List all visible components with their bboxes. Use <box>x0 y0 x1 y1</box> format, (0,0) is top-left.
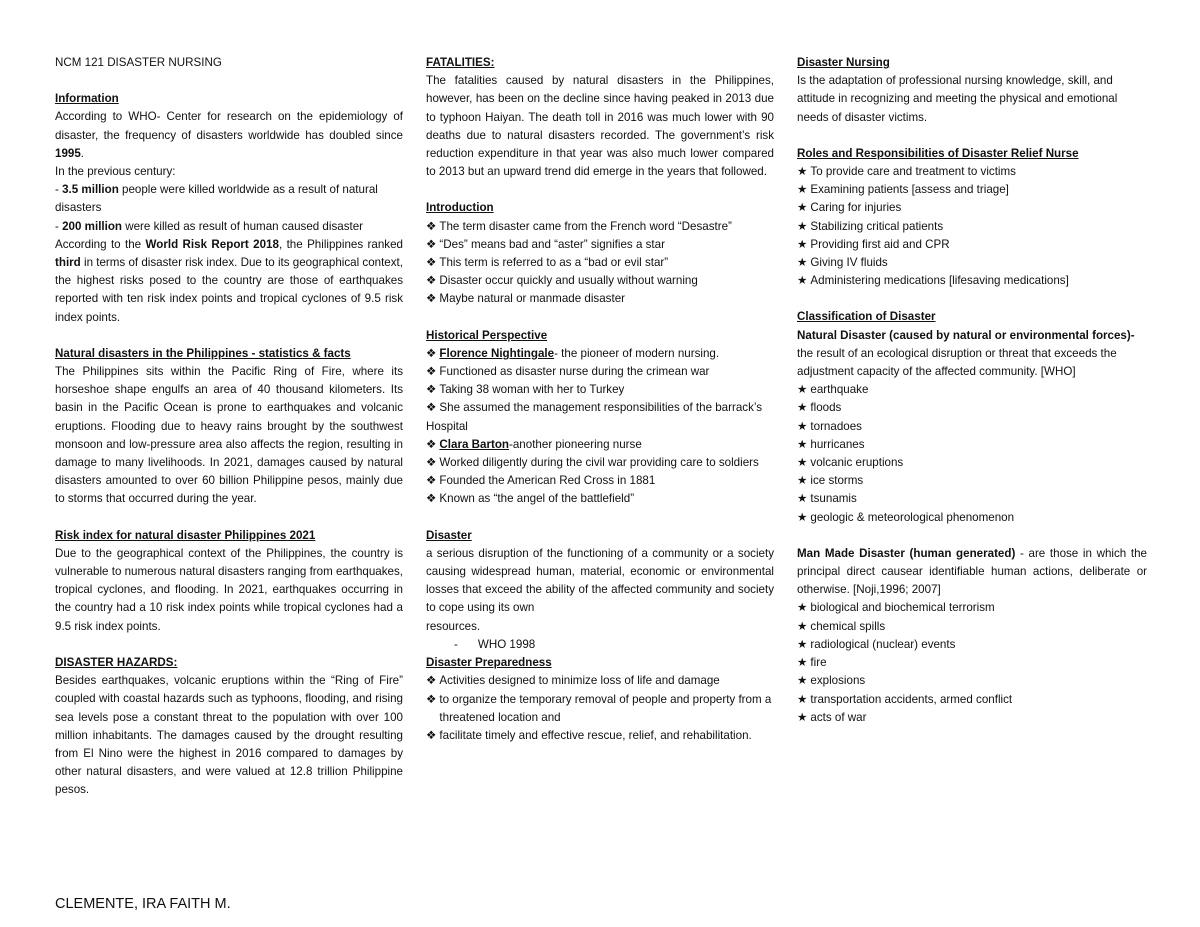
list-item: ★ floods <box>797 399 1147 417</box>
clara-barton-name: Clara Barton <box>439 437 509 451</box>
disaster-header: Disaster <box>426 528 472 542</box>
list-item: ★ fire <box>797 654 1147 672</box>
man-made-disaster-definition: Man Made Disaster (human generated) - are those in which the principal direct causear identifiable human actions, deliberate or otherwise. [Noji,1996; 2007] <box>797 546 1147 597</box>
diamond-bullet-icon: ❖ <box>426 692 437 706</box>
list-item: ★ explosions <box>797 672 1147 690</box>
list-item: ★ To provide care and treatment to victims <box>797 163 1147 181</box>
list-item: ❖ She assumed the management responsibilities of the barrack’s <box>426 399 774 417</box>
star-bullet-icon: ★ <box>797 601 808 615</box>
list-item: ★ Examining patients [assess and triage] <box>797 181 1147 199</box>
star-bullet-icon: ★ <box>797 692 808 706</box>
star-bullet-icon: ★ <box>797 256 808 270</box>
star-bullet-icon: ★ <box>797 656 808 670</box>
fatalities-text: The fatalities caused by natural disasters in the Philippines, however, has been on the decline since having peaked in 2013 due to typhoon Haiyan. The death toll in 2016 was much lower with 90 deaths due to natural disasters recorded. The government’s risk reduction expenditure in that year was also much lower compared to 2013 but an upward trend did emerge in the years that followed. <box>426 74 774 179</box>
star-bullet-icon: ★ <box>797 165 808 179</box>
list-item-clara: ❖ Clara Barton-another pioneering nurse <box>426 436 774 454</box>
information-bullet-1: - 3.5 million people were killed worldwide as a result of natural disasters <box>55 183 378 215</box>
disaster-hazards-header: DISASTER HAZARDS: <box>55 655 178 669</box>
list-item: ★ Caring for injuries <box>797 199 1147 217</box>
diamond-bullet-icon: ❖ <box>426 237 437 251</box>
list-item: ★ tornadoes <box>797 418 1147 436</box>
list-item: ★ transportation accidents, armed conflict <box>797 691 1147 709</box>
information-bullet-2: - 200 million were killed as result of human caused disaster <box>55 219 364 233</box>
star-bullet-icon: ★ <box>797 456 808 470</box>
list-item-florence: ❖ Florence Nightingale- the pioneer of modern nursing. <box>426 345 774 363</box>
star-bullet-icon: ★ <box>797 419 808 433</box>
introduction-header: Introduction <box>426 201 494 215</box>
course-title: NCM 121 DISASTER NURSING <box>55 56 222 69</box>
star-bullet-icon: ★ <box>797 674 808 688</box>
disaster-nursing-text: Is the adaptation of professional nursing knowledge, skill, and attitude in recognizing and meeting the physical and emotional needs of disaster victims. <box>797 74 1118 124</box>
list-item: ❖ The term disaster came from the French word “Desastre” <box>426 218 774 236</box>
diamond-bullet-icon: ❖ <box>426 365 437 379</box>
diamond-bullet-icon: ❖ <box>426 274 437 288</box>
list-item: ★ volcanic eruptions <box>797 454 1147 472</box>
list-item-continuation: Hospital <box>426 419 468 433</box>
list-item: ❖ Functioned as disaster nurse during the crimean war <box>426 363 774 381</box>
star-bullet-icon: ★ <box>797 619 808 633</box>
list-item: ★ Stabilizing critical patients <box>797 218 1147 236</box>
introduction-list <box>426 218 774 309</box>
disaster-definition-continuation: resources. <box>426 619 481 633</box>
information-paragraph-2: In the previous century: <box>55 165 176 179</box>
star-bullet-icon: ★ <box>797 201 808 215</box>
list-item: ❖ Taking 38 woman with her to Turkey <box>426 381 774 399</box>
list-item: ★ Giving IV fluids <box>797 254 1147 272</box>
list-item: ★ geologic & meteorological phenomenon <box>797 509 1147 527</box>
diamond-bullet-icon: ❖ <box>426 401 437 415</box>
star-bullet-icon: ★ <box>797 510 808 524</box>
list-item: ★ chemical spills <box>797 618 1147 636</box>
list-item: ★ Administering medications [lifesaving medications] <box>797 272 1147 290</box>
list-item: ❖ Worked diligently during the civil war providing care to soldiers <box>426 454 774 472</box>
column-1 <box>55 54 403 800</box>
list-item: ★ biological and biochemical terrorism <box>797 599 1147 617</box>
list-item: ★ ice storms <box>797 472 1147 490</box>
disaster-definition: a serious disruption of the functioning of a community or a society causing widespread human, material, economic or environmental losses that exceed the ability of the affected community and society to cope using its own <box>426 546 774 615</box>
list-item: ★ earthquake <box>797 381 1147 399</box>
list-item: ❖ Disaster occur quickly and usually without warning <box>426 272 774 290</box>
disaster-hazards-text: Besides earthquakes, volcanic eruptions within the “Ring of Fire” coupled with coastal hazards such as typhoons, flooding, and rising sea levels pose a constant threat to the population with over 100 million inhabitants. The damages caused by the drought resulting from El Nino were the highest in 2016 compared to damages by other natural disasters, and were valued at 12.8 trillion Philippine pesos. <box>55 674 403 797</box>
disaster-preparedness-header: Disaster Preparedness <box>426 656 552 670</box>
list-item: ★ Providing first aid and CPR <box>797 236 1147 254</box>
information-header: Information <box>55 92 119 106</box>
diamond-bullet-icon: ❖ <box>426 728 437 742</box>
list-item: ★ tsunamis <box>797 490 1147 508</box>
natural-disaster-definition: Natural Disaster (caused by natural or environmental forces)- the result of an ecological disruption or threat that exceeds the adjustment capacity of the affected community. [WHO] <box>797 328 1135 379</box>
list-item: ★ radiological (nuclear) events <box>797 636 1147 654</box>
information-paragraph-1: According to WHO- Center for research on the epidemiology of disaster, the frequency of disasters worldwide has doubled since 1995. <box>55 110 403 160</box>
list-item: ❖ This term is referred to as a “bad or evil star” <box>426 254 774 272</box>
historical-perspective-header: Historical Perspective <box>426 328 548 342</box>
list-item: ★ acts of war <box>797 709 1147 727</box>
diamond-bullet-icon: ❖ <box>426 292 437 306</box>
list-item: ❖ to organize the temporary removal of people and property from a threatened location and <box>426 692 772 724</box>
disaster-source: - WHO 1998 <box>454 637 536 651</box>
star-bullet-icon: ★ <box>797 437 808 451</box>
star-bullet-icon: ★ <box>797 492 808 506</box>
diamond-bullet-icon: ❖ <box>426 219 437 233</box>
list-item: ❖ Activities designed to minimize loss of life and damage <box>426 672 774 690</box>
diamond-bullet-icon: ❖ <box>426 437 437 451</box>
column-3 <box>797 54 1147 727</box>
list-item: ❖ Known as “the angel of the battlefield” <box>426 490 774 508</box>
disaster-nursing-header: Disaster Nursing <box>797 56 890 69</box>
diamond-bullet-icon: ❖ <box>426 492 437 506</box>
diamond-bullet-icon: ❖ <box>426 456 437 470</box>
risk-index-header: Risk index for natural disaster Philippines 2021 <box>55 528 316 542</box>
star-bullet-icon: ★ <box>797 637 808 651</box>
diamond-bullet-icon: ❖ <box>426 346 437 360</box>
list-item: ❖ Founded the American Red Cross in 1881 <box>426 472 774 490</box>
florence-nightingale-name: Florence Nightingale <box>439 346 555 360</box>
natural-disasters-header: Natural disasters in the Philippines - statistics & facts <box>55 346 351 360</box>
fatalities-header: FATALITIES: <box>426 56 495 69</box>
list-item: ★ hurricanes <box>797 436 1147 454</box>
diamond-bullet-icon: ❖ <box>426 474 437 488</box>
star-bullet-icon: ★ <box>797 183 808 197</box>
star-bullet-icon: ★ <box>797 237 808 251</box>
star-bullet-icon: ★ <box>797 401 808 415</box>
list-item: ❖ Maybe natural or manmade disaster <box>426 290 774 308</box>
list-item: ❖ “Des” means bad and “aster” signifies a star <box>426 236 774 254</box>
author-name: CLEMENTE, IRA FAITH M. <box>55 896 231 912</box>
roles-header: Roles and Responsibilities of Disaster Relief Nurse <box>797 146 1079 160</box>
star-bullet-icon: ★ <box>797 274 808 288</box>
star-bullet-icon: ★ <box>797 219 808 233</box>
natural-disasters-text: The Philippines sits within the Pacific Ring of Fire, where its horseshoe shape engulfs an area of 40 thousand kilometers. Its basin in the Pacific Ocean is prone to earthquakes and volcanic eruptions. Flooding due to heavy rains brought by the southwest monsoon and low-pressure area also affects the region, resulting in damage to many livelihoods. In 2021, damages caused by natural disasters amounted to over 60 billion Philippine pesos, mainly due to storms that occurred during the year. <box>55 365 403 506</box>
star-bullet-icon: ★ <box>797 474 808 488</box>
classification-header: Classification of Disaster <box>797 310 936 324</box>
risk-index-text: Due to the geographical context of the Philippines, the country is vulnerable to numerous natural disasters ranging from earthquakes, tropical cyclones, and flooding. In 2021, earthquakes occurring in the country had a 10 risk index points while tropical cyclones had a 9.5 risk index points. <box>55 546 404 633</box>
list-item: ❖ facilitate timely and effective rescue, relief, and rehabilitation. <box>426 727 774 745</box>
star-bullet-icon: ★ <box>797 383 808 397</box>
diamond-bullet-icon: ❖ <box>426 383 437 397</box>
column-2 <box>426 54 774 745</box>
information-paragraph-3: According to the World Risk Report 2018, the Philippines ranked third in terms of disaster risk index. Due to its geographical context, the highest risks posed to the country are those of earthquakes reported with ten risk index points and tropical cyclones of 9.5 risk index points. <box>55 237 403 324</box>
diamond-bullet-icon: ❖ <box>426 256 437 270</box>
star-bullet-icon: ★ <box>797 710 808 724</box>
diamond-bullet-icon: ❖ <box>426 674 437 688</box>
